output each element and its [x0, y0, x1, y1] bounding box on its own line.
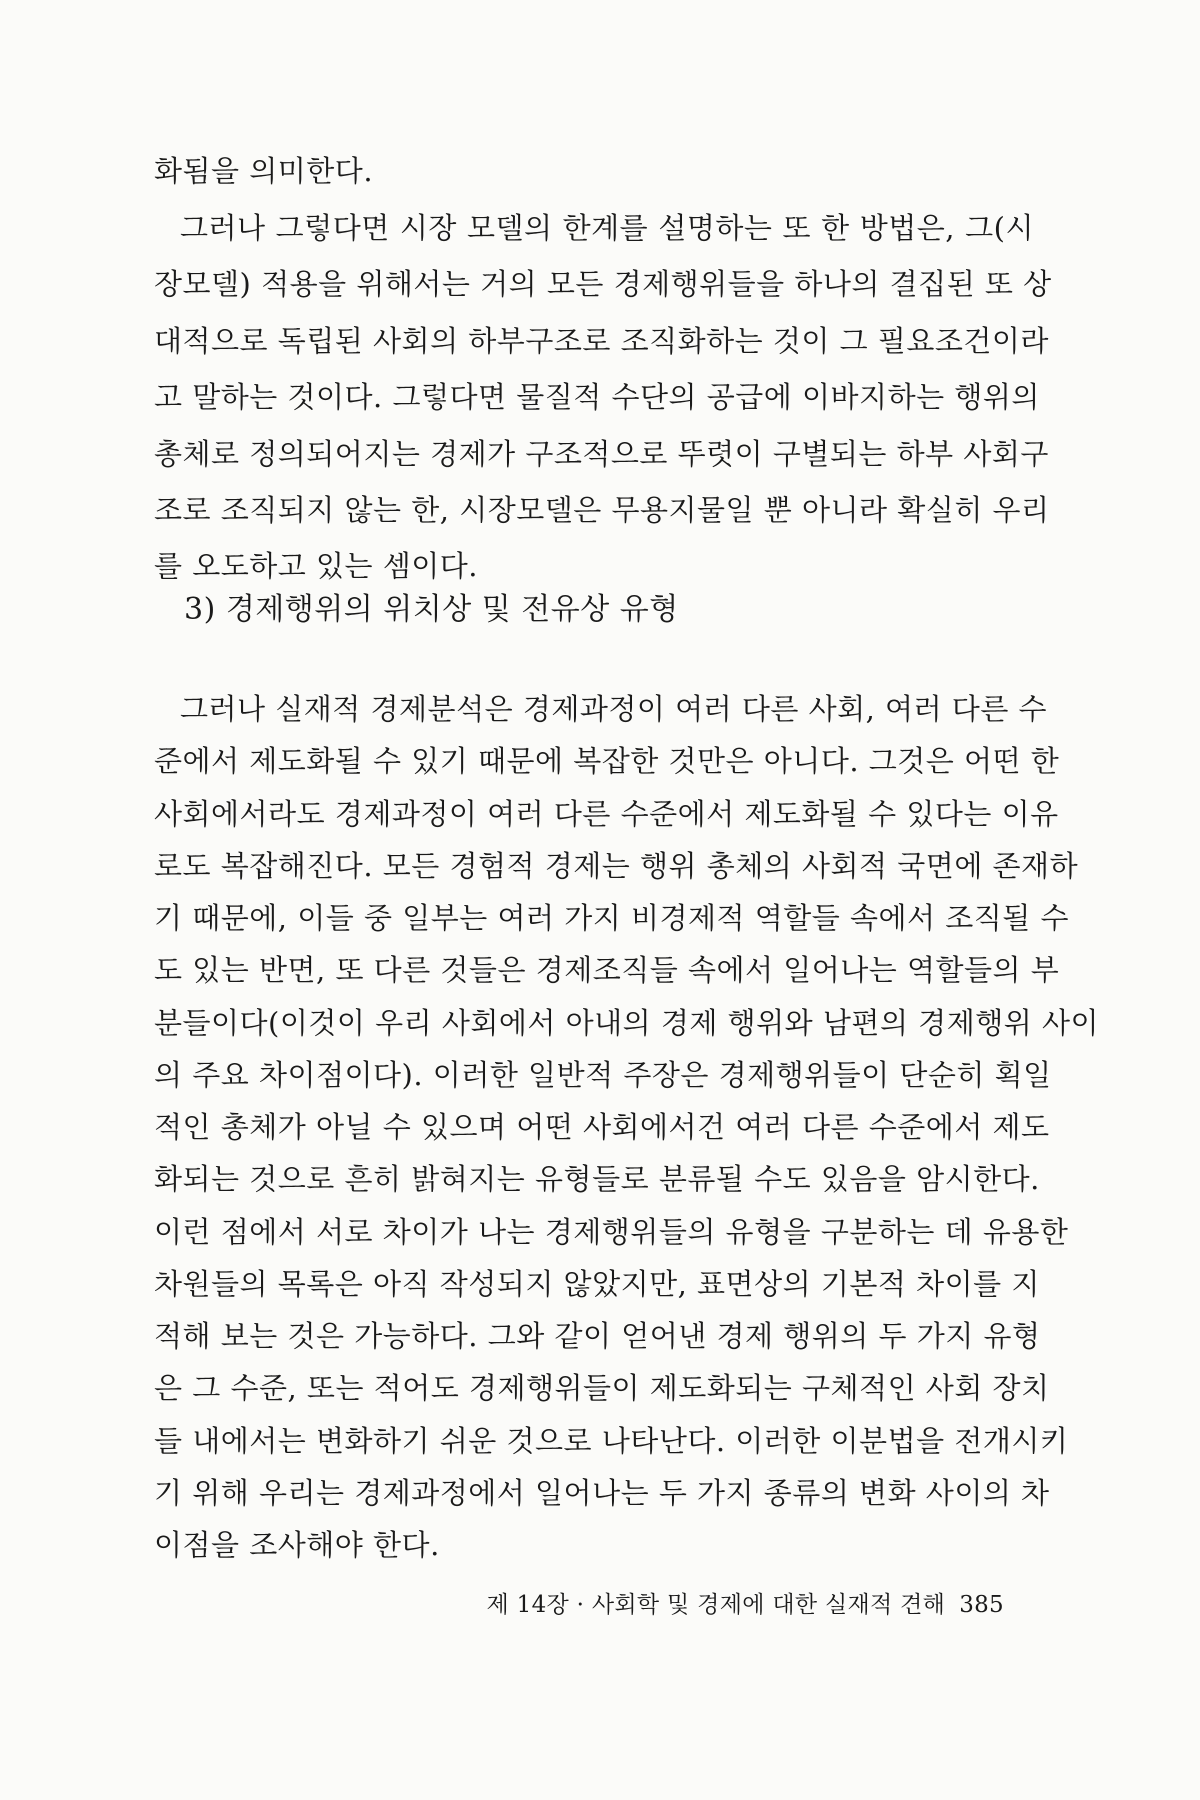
paragraph-3-line: 이점을 조사해야 한다.	[154, 1528, 440, 1562]
page-footer	[487, 1590, 1004, 1620]
paragraph-2-line: 조로 조직되지 않는 한, 시장모델은 무용지물일 뿐 아니라 확실히 우리	[154, 493, 1050, 527]
paragraph-3-line: 화되는 것으로 흔히 밝혀지는 유형들로 분류될 수도 있음을 암시한다.	[154, 1162, 1040, 1196]
paragraph-3-line: 준에서 제도화될 수 있기 때문에 복잡한 것만은 아니다. 그것은 어떤 한	[154, 744, 1060, 778]
paragraph-3-line: 기 때문에, 이들 중 일부는 여러 가지 비경제적 역할들 속에서 조직될 수	[154, 901, 1070, 935]
paragraph-3-line: 이런 점에서 서로 차이가 나는 경제행위들의 유형을 구분하는 데 유용한	[154, 1215, 1069, 1249]
paragraph-2-line: 를 오도하고 있는 셈이다.	[154, 549, 479, 583]
paragraph-2-line: 고 말하는 것이다. 그렇다면 물질적 수단의 공급에 이바지하는 행위의	[154, 380, 1040, 414]
paragraph-3-line: 차원들의 목록은 아직 작성되지 않았지만, 표면상의 기본적 차이를 지	[154, 1267, 1040, 1301]
section-heading: 3) 경제행위의 위치상 및 전유상 유형	[184, 592, 679, 627]
paragraph-2-line: 대적으로 독립된 사회의 하부구조로 조직화하는 것이 그 필요조건이라	[154, 324, 1049, 358]
paragraph-3-line: 도 있는 반면, 또 다른 것들은 경제조직들 속에서 일어나는 역할들의 부	[154, 953, 1060, 987]
paragraph-3-line: 기 위해 우리는 경제과정에서 일어나는 두 가지 종류의 변화 사이의 차	[154, 1476, 1050, 1510]
paragraph-3-line: 적인 총체가 아닐 수 있으며 어떤 사회에서건 여러 다른 수준에서 제도	[154, 1110, 1050, 1144]
paragraph-3-line: 분들이다(이것이 우리 사회에서 아내의 경제 행위와 남편의 경제행위 사이	[154, 1006, 1099, 1040]
paragraph-3-line: 그러나 실재적 경제분석은 경제과정이 여러 다른 사회, 여러 다른 수	[180, 692, 1048, 726]
paragraph-2-line: 총체로 정의되어지는 경제가 구조적으로 뚜렷이 구별되는 하부 사회구	[154, 437, 1049, 471]
paragraph-2-line: 장모델) 적용을 위해서는 거의 모든 경제행위들을 하나의 결집된 또 상	[154, 267, 1052, 301]
paragraph-3-line: 의 주요 차이점이다). 이러한 일반적 주장은 경제행위들이 단순히 획일	[154, 1058, 1052, 1092]
paragraph-1-line: 화됨을 의미한다.	[154, 154, 374, 188]
page-number: 385	[959, 1592, 1004, 1618]
paragraph-3-line: 들 내에서는 변화하기 쉬운 것으로 나타난다. 이러한 이분법을 전개시키	[154, 1424, 1069, 1458]
chapter-title: 제 14장 · 사회학 및 경제에 대한 실재적 견해	[486, 1592, 946, 1618]
paragraph-3-line: 사회에서라도 경제과정이 여러 다른 수준에서 제도화될 수 있다는 이유	[154, 797, 1059, 831]
paragraph-3-line: 은 그 수준, 또는 적어도 경제행위들이 제도화되는 구체적인 사회 장치	[154, 1371, 1050, 1405]
paragraph-2-line: 그러나 그렇다면 시장 모델의 한계를 설명하는 또 한 방법은, 그(시	[180, 211, 1034, 245]
paragraph-3-line: 적해 보는 것은 가능하다. 그와 같이 얻어낸 경제 행위의 두 가지 유형	[154, 1319, 1041, 1353]
paragraph-3-line: 로도 복잡해진다. 모든 경험적 경제는 행위 총체의 사회적 국면에 존재하	[154, 849, 1079, 883]
